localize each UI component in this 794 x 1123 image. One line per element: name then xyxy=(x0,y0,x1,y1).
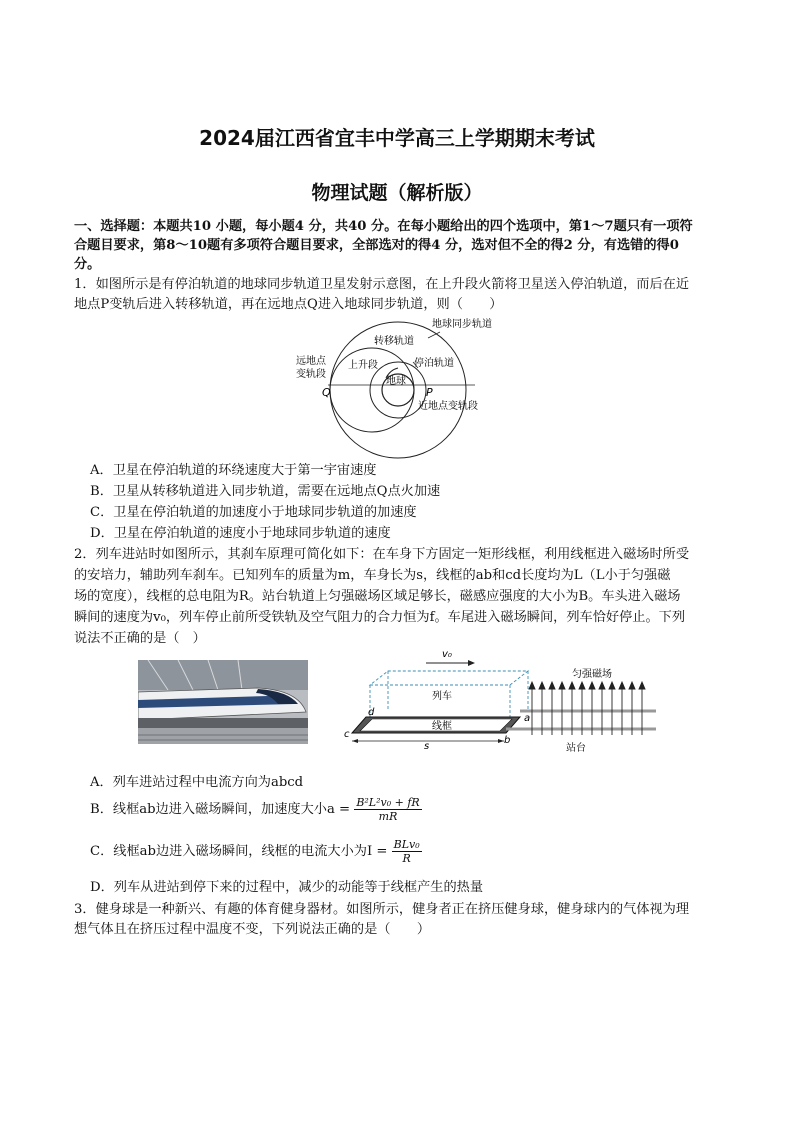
corner-a: a xyxy=(524,713,531,724)
q3-stem-line1: 3．健身球是一种新兴、有趣的体育健身器材。如图所示，健身者正在挤压健身球，健身球内的气体视为理 xyxy=(74,902,690,917)
q2-option-d: D．列车从进站到停下来的过程中，减少的动能等于线框产生的热量 xyxy=(90,880,484,895)
q1-option-b: B．卫星从转移轨道进入同步轨道，需要在远地点Q点火加速 xyxy=(90,484,441,499)
section-instructions-line1: 一、选择题：本题共10 小题，每小题4 分，共40 分。在每小题给出的四个选项中，第1～7题只有一项符 xyxy=(74,219,693,234)
field-arrow-head xyxy=(579,682,585,689)
q2-stem-line5: 说法不正确的是（ ） xyxy=(74,631,206,646)
field-arrow-head xyxy=(629,682,635,689)
q3-stem-line2: 想气体且在挤压过程中温度不变，下列说法正确的是（ ） xyxy=(74,922,431,937)
field-arrow-head xyxy=(559,682,565,689)
q2-option-c-fraction xyxy=(392,838,422,865)
q1-option-c: C．卫星在停泊轨道的加速度小于地球同步轨道的加速度 xyxy=(90,505,417,520)
section-instructions-line3: 分。 xyxy=(74,257,101,272)
v0-label: v₀ xyxy=(442,649,452,660)
field-arrow-head xyxy=(549,682,555,689)
far-point-label-2: 变轨段 xyxy=(296,369,326,380)
field-arrow-head xyxy=(529,682,535,689)
field-arrow-head xyxy=(539,682,545,689)
earth-label: 地球 xyxy=(386,376,406,387)
near-point-label: 近地点变轨段 xyxy=(418,401,478,412)
corner-b: b xyxy=(504,735,511,746)
q2-option-c-denominator: R xyxy=(402,852,411,865)
q2-option-c-numerator: BLv₀ xyxy=(393,838,420,851)
frame-label: 线框 xyxy=(432,721,452,732)
length-s-label: s xyxy=(424,741,430,752)
field-arrow-head xyxy=(599,682,605,689)
q2-stem-line3: 场的宽度），线框的总电阻为R。站台轨道上匀强磁场区域足够长，磁感应强度的大小为B。车头进入磁场 xyxy=(74,589,681,604)
velocity-arrow-head xyxy=(468,660,475,666)
section-instructions-line2: 合题目要求，第8～10题有多项符合题目要求，全部选对的得4 分，选对但不全的得2 分，有选错的得0 xyxy=(74,238,679,253)
page-subtitle: 物理试题（解析版） xyxy=(311,182,483,204)
q1-stem-line2: 地点P变轨后进入转移轨道，再在远地点Q进入地球同步轨道，则（ ） xyxy=(74,297,503,312)
q2-option-c-text: C．线框ab边进入磁场瞬间，线框的电流大小为I = xyxy=(90,844,388,859)
parking-orbit-label: 停泊轨道 xyxy=(414,358,454,369)
q2-option-a: A．列车进站过程中电流方向为abcd xyxy=(90,775,304,790)
q2-stem-line2: 的安培力，辅助列车刹车。已知列车的质量为m，车身长为s，线框的ab和cd长度均为L（L小于匀强磁 xyxy=(74,568,671,583)
corner-d: d xyxy=(368,707,375,718)
train-label: 列车 xyxy=(432,691,452,702)
page-title: 2024届江西省宜丰中学高三上学期期末考试 xyxy=(199,126,595,150)
q2-option-c xyxy=(90,838,422,865)
q1-option-a: A．卫星在停泊轨道的环绕速度大于第一宇宙速度 xyxy=(90,463,377,478)
train-photo xyxy=(138,660,308,744)
platform-label: 站台 xyxy=(566,743,586,754)
transfer-orbit-label: 转移轨道 xyxy=(374,336,414,347)
field-arrow-head xyxy=(639,682,645,689)
point-q-label: Q xyxy=(322,386,331,399)
q1-option-d: D．卫星在停泊轨道的速度小于地球同步轨道的速度 xyxy=(90,526,391,541)
train-frame-diagram xyxy=(340,645,660,757)
geo-orbit-label: 地球同步轨道 xyxy=(432,319,492,330)
q2-option-b xyxy=(90,796,422,823)
corner-c: c xyxy=(344,729,350,740)
far-point-label-1: 远地点 xyxy=(296,356,326,367)
q2-option-b-fraction xyxy=(354,796,421,823)
field-label: 匀强磁场 xyxy=(572,669,612,680)
orbit-diagram xyxy=(290,312,520,462)
q2-option-b-denominator: mR xyxy=(378,810,398,823)
q2-stem-line1: 2．列车进站时如图所示，其刹车原理可简化如下：在车身下方固定一矩形线框，利用线框进入磁场时所受 xyxy=(74,547,690,562)
length-arrow-left xyxy=(352,739,358,743)
q2-option-b-numerator: B²L²v₀ + fR xyxy=(356,796,420,809)
q2-stem-line4: 瞬间的速度为v₀，列车停止前所受铁轨及空气阻力的合力恒为f。车尾进入磁场瞬间，列车恰好停止。下列 xyxy=(74,610,686,625)
field-arrow-head xyxy=(569,682,575,689)
field-arrow-head xyxy=(609,682,615,689)
ascent-label: 上升段 xyxy=(348,360,378,371)
q1-stem-line1: 1．如图所示是有停泊轨道的地球同步轨道卫星发射示意图，在上升段火箭将卫星送入停泊轨道，而后在近 xyxy=(74,277,690,292)
point-p-label: P xyxy=(426,386,433,399)
field-arrow-head xyxy=(589,682,595,689)
q2-option-b-text: B．线框ab边进入磁场瞬间，加速度大小a = xyxy=(90,802,351,817)
field-arrows xyxy=(529,682,645,735)
field-arrow-head xyxy=(619,682,625,689)
